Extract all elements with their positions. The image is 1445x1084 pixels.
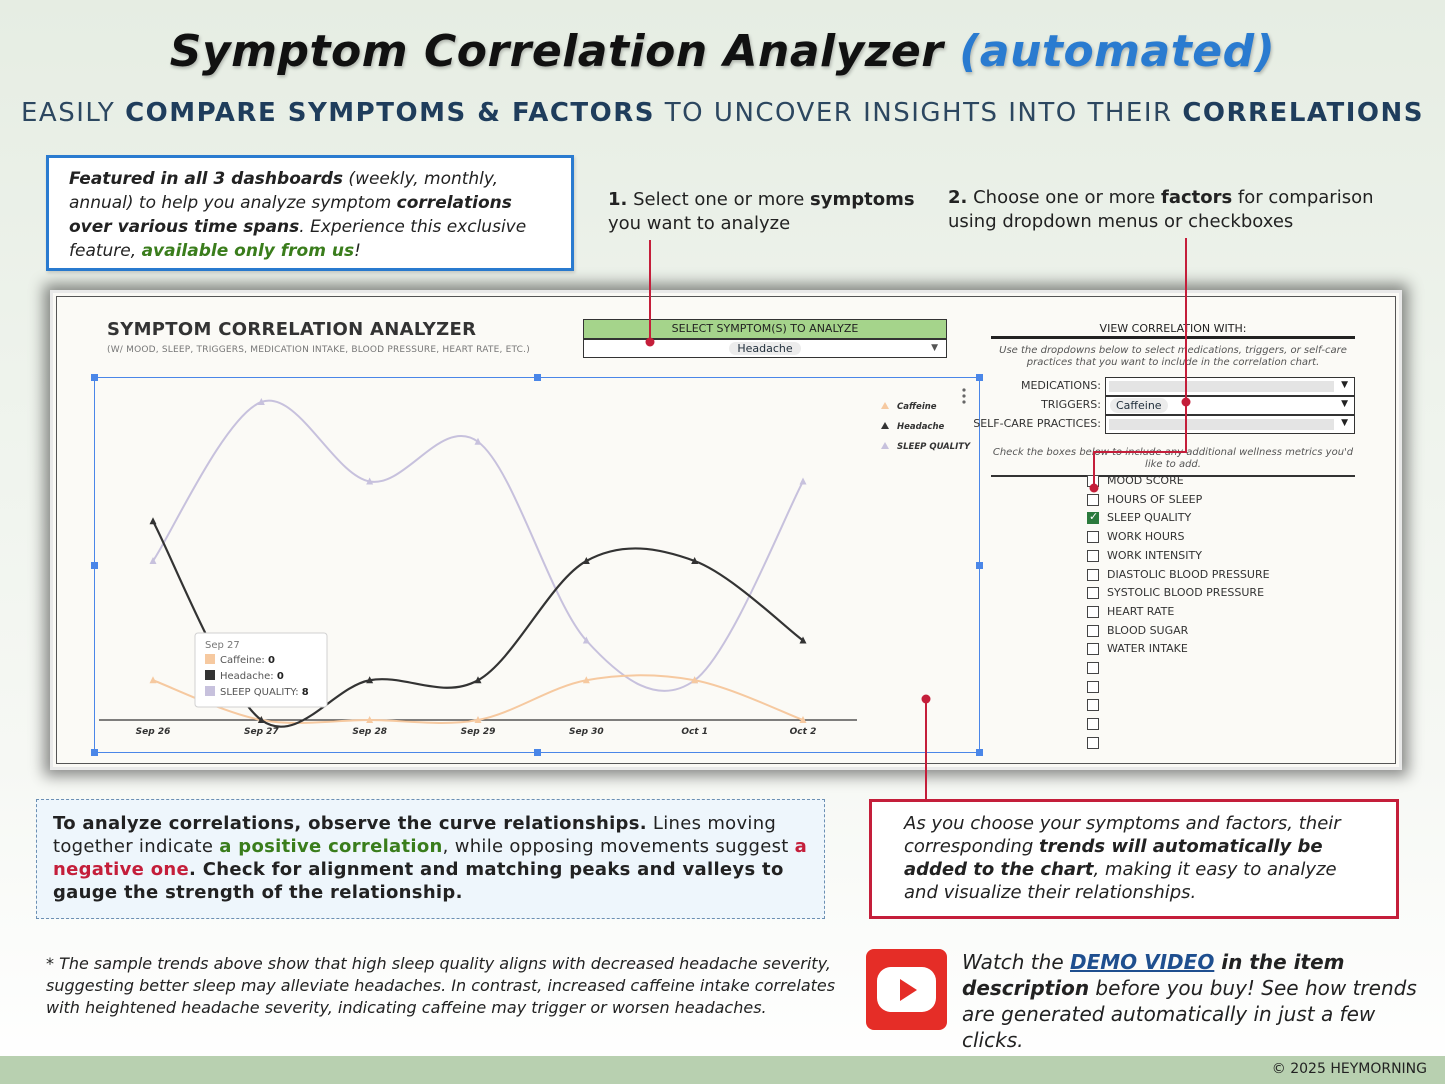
tooltip-date: Sep 27	[205, 640, 240, 651]
chevron-down-icon[interactable]: ▼	[1341, 399, 1348, 409]
menu-dot	[962, 400, 965, 403]
data-point	[800, 478, 807, 485]
legend-marker	[881, 402, 889, 409]
chevron-down-icon[interactable]: ▼	[931, 343, 938, 353]
sample-trends-footnote: * The sample trends above show that high sleep quality aligns with decreased headache severity, suggesting better sleep may alleviate headaches. In contrast, increased caffeine intake correlates with heightened headache severity, indicating caffeine may trigger or worsen headaches.	[46, 954, 836, 1017]
factor-dropdown-row	[973, 415, 1355, 434]
x-tick-label: Oct 1	[681, 727, 709, 737]
x-tick-label: Sep 28	[352, 727, 388, 737]
legend-marker	[881, 422, 889, 429]
checkbox-label: BLOOD SUGAR	[1107, 623, 1189, 637]
legend-label: SLEEP QUALITY	[897, 442, 971, 452]
checkbox-description: Check the boxes below to include any additional wellness metrics you'd like to add.	[991, 447, 1355, 477]
checkbox[interactable]	[1087, 475, 1099, 487]
view-correlation-header: VIEW CORRELATION WITH:	[991, 319, 1355, 339]
checkbox[interactable]	[1087, 550, 1099, 562]
title-accent: (automated)	[959, 26, 1276, 77]
checkbox[interactable]	[1087, 699, 1099, 711]
tooltip-swatch	[205, 670, 215, 680]
checkbox-label: WATER INTAKE	[1107, 642, 1188, 656]
factor-dropdown[interactable]	[1105, 415, 1355, 434]
factor-chip: Caffeine	[1110, 398, 1168, 413]
x-tick-label: Sep 30	[568, 727, 604, 737]
checkbox[interactable]	[1087, 512, 1099, 524]
demo-video-link[interactable]: DEMO VIDEO	[1070, 950, 1215, 974]
x-tick-label: Oct 2	[789, 727, 817, 737]
resize-handle[interactable]	[976, 374, 983, 381]
checkbox[interactable]	[1087, 494, 1099, 506]
checkbox[interactable]	[1087, 643, 1099, 655]
resize-handle[interactable]	[534, 749, 541, 756]
factor-dropdown-row	[991, 396, 1355, 415]
legend-label: Headache	[897, 422, 945, 432]
tooltip-swatch	[205, 654, 215, 664]
checkbox[interactable]	[1087, 606, 1099, 618]
symptom-select-header: SELECT SYMPTOM(S) TO ANALYZE	[583, 319, 947, 339]
page-subtitle: EASILY COMPARE SYMPTOMS & FACTORS TO UNCOVER INSIGHTS INTO THEIR CORRELATIONS	[21, 98, 1424, 128]
chevron-down-icon[interactable]: ▼	[1341, 380, 1348, 390]
step-1-instruction: 1. Select one or more symptoms you want to analyze	[608, 189, 915, 234]
legend-label: Caffeine	[897, 402, 937, 412]
analyzer-panel	[50, 290, 1402, 770]
tooltip-row: Headache: 0	[220, 671, 284, 682]
checkbox[interactable]	[1087, 718, 1099, 730]
dropdown-empty-field	[1109, 419, 1334, 430]
menu-dot	[962, 394, 965, 397]
symptom-dropdown[interactable]	[583, 339, 947, 358]
correlation-chart[interactable]	[94, 377, 980, 753]
checkbox[interactable]	[1087, 569, 1099, 581]
youtube-play-icon[interactable]	[866, 949, 947, 1030]
tooltip-row: Caffeine: 0	[220, 655, 275, 666]
tooltip-row: SLEEP QUALITY: 8	[220, 687, 309, 698]
resize-handle[interactable]	[91, 374, 98, 381]
resize-handle[interactable]	[91, 749, 98, 756]
page-title: Symptom Correlation Analyzer (automated)	[169, 26, 1276, 77]
menu-dot	[962, 388, 965, 391]
data-point	[150, 517, 157, 524]
checkbox[interactable]	[1087, 662, 1099, 674]
data-point	[150, 676, 157, 683]
checkbox-label: HEART RATE	[1107, 604, 1175, 618]
factor-dropdown[interactable]	[1105, 377, 1355, 396]
step-2-instruction: 2. Choose one or more factors for comparison using dropdown menus or checkboxes	[948, 187, 1374, 232]
analyzer-title: SYMPTOM CORRELATION ANALYZER	[107, 319, 477, 340]
auto-update-callout: As you choose your symptoms and factors, their corresponding trends will automatically be added to the chart, making it easy to analyze and visualize their relationships.	[869, 799, 1399, 919]
resize-handle[interactable]	[976, 749, 983, 756]
dropdown-label: SELF-CARE PRACTICES:	[973, 417, 1101, 430]
chevron-down-icon[interactable]: ▼	[1341, 418, 1348, 428]
checkbox-label: SLEEP QUALITY	[1107, 511, 1192, 525]
resize-handle[interactable]	[534, 374, 541, 381]
factor-dropdown-row	[991, 377, 1355, 396]
checkbox-label: WORK INTENSITY	[1107, 548, 1202, 562]
demo-video-text: Watch the DEMO VIDEO in the item description before you buy! See how trends are generated automatically in just a few clicks.	[962, 950, 1417, 1052]
resize-handle[interactable]	[91, 562, 98, 569]
chart-svg	[95, 378, 981, 754]
analyze-tip-box: To analyze correlations, observe the curve relationships. Lines moving together indicate a positive correlation, while opposing movements suggest a negative one. Check for alignment and matching peaks and valleys to gauge the strength of the relationship.	[36, 799, 825, 919]
checkbox[interactable]	[1087, 625, 1099, 637]
dropdown-label: MEDICATIONS:	[1020, 379, 1101, 392]
checkbox-label: WORK HOURS	[1107, 530, 1185, 544]
dropdown-label: TRIGGERS:	[1041, 398, 1101, 411]
tooltip-swatch	[205, 686, 215, 696]
checkbox-label: DIASTOLIC BLOOD PRESSURE	[1107, 567, 1270, 581]
checkbox-label: MOOD SCORE	[1107, 474, 1184, 487]
copyright-text: © 2025 HEYMORNING	[1271, 1061, 1427, 1077]
symptom-chip: Headache	[729, 342, 800, 355]
dropdown-empty-field	[1109, 381, 1334, 392]
x-tick-label: Sep 29	[460, 727, 496, 737]
analyzer-subtitle: (W/ MOOD, SLEEP, TRIGGERS, MEDICATION INTAKE, BLOOD PRESSURE, HEART RATE, ETC.)	[107, 345, 530, 355]
resize-handle[interactable]	[976, 562, 983, 569]
checkbox[interactable]	[1087, 587, 1099, 599]
legend-marker	[881, 442, 889, 449]
view-correlation-description: Use the dropdowns below to select medications, triggers, or self-care practices that you want to include in the correlation chart.	[999, 345, 1347, 368]
featured-callout: Featured in all 3 dashboards (weekly, monthly, annual) to help you analyze symptom correlations over various time spans. Experience this exclusive feature, available only from us!	[46, 155, 574, 271]
x-tick-label: Sep 27	[243, 727, 279, 737]
footer-bar	[0, 1056, 1445, 1084]
checkbox[interactable]	[1087, 531, 1099, 543]
checkbox-label: SYSTOLIC BLOOD PRESSURE	[1107, 586, 1265, 600]
checkbox[interactable]	[1087, 681, 1099, 693]
checkbox-label: HOURS OF SLEEP	[1107, 492, 1203, 506]
factor-dropdown[interactable]	[1105, 396, 1355, 415]
x-tick-label: Sep 26	[135, 727, 171, 737]
checkbox[interactable]	[1087, 737, 1099, 749]
